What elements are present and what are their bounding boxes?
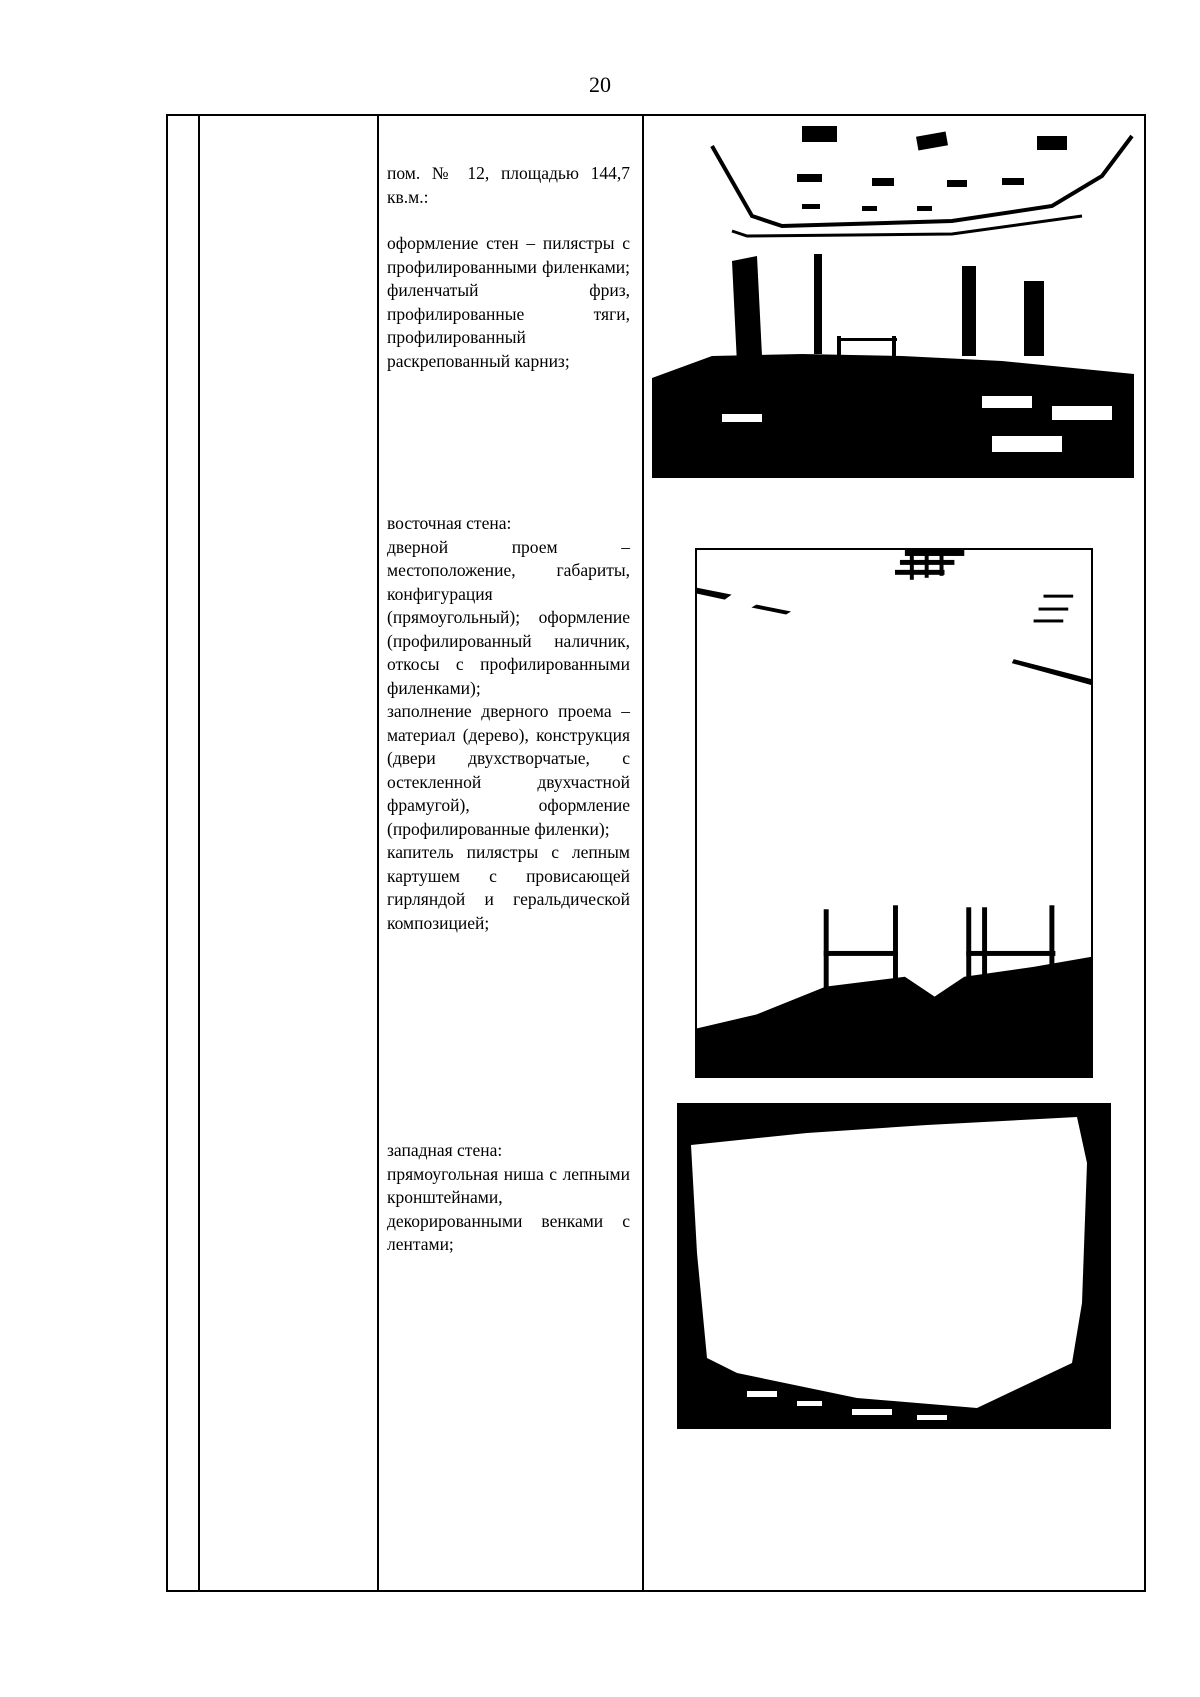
room-description xyxy=(387,162,630,373)
east-wall-item: капитель пилястры с лепным картушем с провисающей гирляндой и геральдической композицией; xyxy=(387,842,630,933)
hall-interior-photo xyxy=(652,116,1134,478)
east-wall-item: дверной проем – местоположение, габариты, конфигурация (прямоугольный); оформление (профилированный наличник, откосы с профилированными филенками); xyxy=(387,536,630,698)
column-divider xyxy=(198,116,200,1590)
west-wall-description xyxy=(387,1139,630,1257)
west-wall-photo-icon xyxy=(677,1103,1111,1429)
east-wall-description xyxy=(387,512,630,935)
page-number: 20 xyxy=(589,72,611,97)
west-wall-heading: западная стена: xyxy=(387,1140,503,1160)
east-wall-heading: восточная стена: xyxy=(387,513,512,533)
east-wall-photo-icon xyxy=(697,550,1091,1076)
column-divider xyxy=(642,116,644,1590)
west-wall-item: прямоугольная ниша с лепными кронштейнами, декорированными венками с лентами; xyxy=(387,1163,630,1254)
column-divider xyxy=(377,116,379,1590)
east-wall-photo xyxy=(695,548,1093,1078)
room-title: пом. № 12, площадью 144,7 кв.м.: xyxy=(387,163,630,207)
walls-description: оформление стен – пилястры с профилированными филенками; филенчатый фриз, профилированные тяги, профилированный раскрепованный карниз; xyxy=(387,233,630,371)
hall-interior-photo-icon xyxy=(652,116,1134,478)
east-wall-item: заполнение дверного проема – материал (дерево), конструкция (двери двухстворчатые, с остекленной двухчастной фрамугой), оформление (профилированные филенки); xyxy=(387,701,630,839)
west-wall-photo xyxy=(677,1103,1111,1429)
